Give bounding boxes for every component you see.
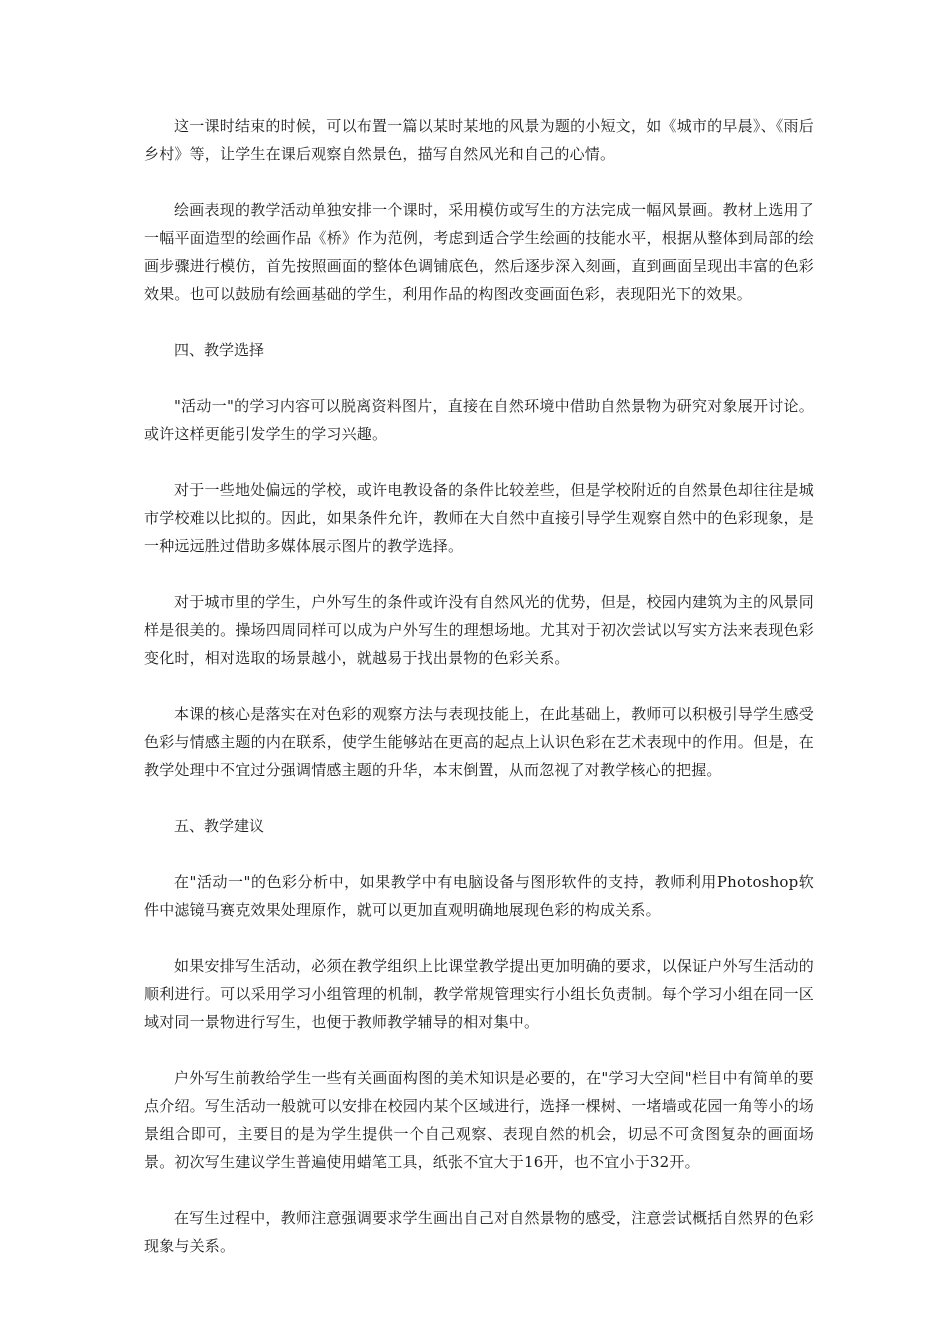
paragraph-composition-knowledge: 户外写生前教给学生一些有关画面构图的美术知识是必要的，在"学习大空间"栏目中有简单的要点介绍。写生活动一般就可以安排在校园内某个区域进行，选择一棵树、一堵墙或花园一角等小的场景组合即可，主要目的是为学生提供一个自己观察、表现自然的机会，切忌不可贪图复杂的画面场景。初次写生建议学生普遍使用蜡笔工具，纸张不宜大于16开，也不宜小于32开。 [144,1069,814,1171]
paragraph-activity-one: "活动一"的学习内容可以脱离资料图片，直接在自然环境中借助自然景物为研究对象展开讨论。或许这样更能引发学生的学习兴趣。 [144,397,814,443]
section-heading-teaching-suggestions: 五、教学建议 [174,817,265,835]
paragraph-city-students: 对于城市里的学生，户外写生的条件或许没有自然风光的优势，但是，校园内建筑为主的风景同样是很美的。操场四周同样可以成为户外写生的理想场地。尤其对于初次尝试以写实方法来表现色彩变化时，相对选取的场景越小，就越易于找出景物的色彩关系。 [144,593,814,667]
paragraph-lesson-core: 本课的核心是落实在对色彩的观察方法与表现技能上，在此基础上，教师可以积极引导学生感受色彩与情感主题的内在联系，使学生能够站在更高的起点上认识色彩在艺术表现中的作用。但是，在教学处理中不宜过分强调情感主题的升华，本末倒置，从而忽视了对教学核心的把握。 [144,705,814,779]
paragraph-sketch-process: 在写生过程中，教师注意强调要求学生画出自己对自然景物的感受，注意尝试概括自然界的色彩现象与关系。 [144,1209,814,1255]
paragraph-color-analysis: 在"活动一"的色彩分析中，如果教学中有电脑设备与图形软件的支持，教师利用Photoshop软件中滤镜马赛克效果处理原作，就可以更加直观明确地展现色彩的构成关系。 [144,873,814,919]
paragraph-painting-lesson: 绘画表现的教学活动单独安排一个课时，采用模仿或写生的方法完成一幅风景画。教材上选用了一幅平面造型的绘画作品《桥》作为范例，考虑到适合学生绘画的技能水平，根据从整体到局部的绘画步骤进行模仿，首先按照画面的整体色调铺底色，然后逐步深入刻画，直到画面呈现出丰富的色彩效果。也可以鼓励有绘画基础的学生，利用作品的构图改变画面色彩，表现阳光下的效果。 [144,201,814,303]
section-heading-teaching-choice: 四、教学选择 [174,341,265,359]
paragraph-homework: 这一课时结束的时候，可以布置一篇以某时某地的风景为题的小短文，如《城市的早晨》、《雨后乡村》等，让学生在课后观察自然景色，描写自然风光和自己的心情。 [144,117,814,163]
document-body [144,112,814,1288]
paragraph-sketch-organization: 如果安排写生活动，必须在教学组织上比课堂教学提出更加明确的要求，以保证户外写生活动的顺利进行。可以采用学习小组管理的机制，教学常规管理实行小组长负责制。每个学习小组在同一区域对同一景物进行写生，也便于教师教学辅导的相对集中。 [144,957,814,1031]
paragraph-remote-schools: 对于一些地处偏远的学校，或许电教设备的条件比较差些，但是学校附近的自然景色却往往是城市学校难以比拟的。因此，如果条件允许，教师在大自然中直接引导学生观察自然中的色彩现象，是一种远远胜过借助多媒体展示图片的教学选择。 [144,481,814,555]
